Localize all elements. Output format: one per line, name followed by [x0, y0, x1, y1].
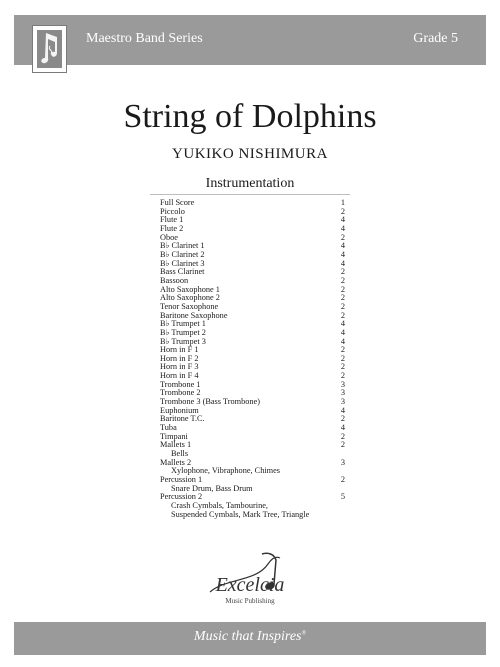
- instrument-quantity: 2: [340, 293, 346, 303]
- instrument-name: Trombone 2: [160, 388, 201, 398]
- instrument-quantity: 2: [340, 310, 346, 320]
- tagline-text: Music that Inspires: [193, 629, 302, 644]
- instrument-name: Mallets 2: [160, 457, 192, 467]
- instrument-name: Alto Saxophone 1: [160, 284, 220, 294]
- instrument-quantity: 2: [340, 275, 346, 285]
- instrument-quantity: 2: [340, 362, 346, 372]
- instrument-quantity: 4: [340, 405, 346, 415]
- instrument-quantity: 3: [340, 379, 346, 389]
- instrument-row: [160, 208, 350, 217]
- instrumentation-heading: Instrumentation: [205, 176, 295, 191]
- instrument-quantity: 2: [340, 431, 346, 441]
- instrument-name: Trombone 3 (Bass Trombone): [160, 397, 260, 407]
- instrument-quantity: 2: [340, 284, 346, 294]
- instrument-quantity: [336, 511, 350, 520]
- piece-title: String of Dolphins: [123, 98, 377, 135]
- tagline: [0, 629, 500, 645]
- instrument-name: Flute 2: [160, 223, 184, 233]
- instrument-quantity: 4: [340, 249, 346, 259]
- instrument-name: Full Score: [160, 198, 195, 207]
- series-logo: [32, 25, 67, 73]
- instrument-name: B♭ Clarinet 3: [160, 258, 205, 268]
- instrument-quantity: 4: [340, 215, 346, 225]
- instrument-quantity: 2: [340, 345, 346, 355]
- instrument-name: Horn in F 2: [160, 353, 199, 363]
- instrument-quantity: 4: [340, 336, 346, 346]
- instrument-quantity: 4: [340, 223, 346, 233]
- instrument-name: Timpani: [160, 431, 188, 441]
- instrument-row: [160, 268, 350, 277]
- instrument-quantity: [336, 502, 350, 511]
- instrument-quantity: 1: [340, 198, 346, 207]
- instrument-name: B♭ Clarinet 2: [160, 249, 205, 259]
- publisher-subtitle: Music Publishing: [225, 597, 275, 605]
- trademark-symbol: ®: [301, 630, 307, 637]
- instrument-name: Xylophone, Vibraphone, Chimes: [171, 466, 281, 476]
- instrument-detail-row: [160, 511, 350, 520]
- instrument-name: B♭ Clarinet 1: [160, 241, 205, 251]
- instrument-row: [160, 216, 350, 225]
- instrument-row: [160, 441, 350, 450]
- publisher-name: Excelcia: [215, 574, 285, 596]
- instrument-name: Horn in F 3: [160, 362, 199, 372]
- instrument-row: [160, 424, 350, 433]
- instrument-name: B♭ Trumpet 2: [160, 327, 206, 337]
- instrument-name: Suspended Cymbals, Mark Tree, Triangle: [171, 509, 310, 519]
- instrument-name: Trombone 1: [160, 379, 201, 389]
- instrument-name: Crash Cymbals, Tambourine,: [171, 500, 268, 510]
- instrument-quantity: 2: [340, 353, 346, 363]
- instrument-name: Piccolo: [160, 206, 185, 216]
- instrument-quantity: 4: [340, 319, 346, 329]
- instrument-name: Percussion 2: [160, 492, 203, 502]
- instrument-quantity: 2: [340, 206, 346, 216]
- instrument-quantity: 2: [340, 475, 346, 484]
- instrument-name: Baritone Saxophone: [160, 310, 228, 320]
- instrument-name: Euphonium: [160, 405, 199, 415]
- instrument-name: Bassoon: [160, 275, 189, 285]
- music-note-icon: [37, 30, 62, 68]
- instrument-quantity: 5: [340, 492, 346, 502]
- instrument-name: Tuba: [160, 423, 177, 433]
- instrument-name: Flute 1: [160, 215, 184, 225]
- instrument-quantity: 2: [340, 301, 346, 311]
- instrument-name: Horn in F 1: [160, 345, 199, 355]
- instrument-quantity: 4: [340, 423, 346, 433]
- series-title: Maestro Band Series: [86, 31, 203, 46]
- grade-label: Grade 5: [413, 31, 458, 46]
- instrument-name: Baritone T.C.: [160, 414, 205, 424]
- instrument-name: Bass Clarinet: [160, 267, 205, 277]
- instrument-quantity: 3: [340, 397, 346, 407]
- instrument-name: Percussion 1: [160, 475, 203, 484]
- instrument-quantity: 2: [340, 414, 346, 424]
- instrumentation-list: [160, 199, 350, 519]
- instrument-quantity: 4: [340, 258, 346, 268]
- instrument-row: [160, 415, 350, 424]
- instrument-name: Snare Drum, Bass Drum: [171, 483, 253, 493]
- instrument-name: Tenor Saxophone: [160, 301, 219, 311]
- instrument-quantity: 3: [340, 388, 346, 398]
- instrument-name: Alto Saxophone 2: [160, 293, 220, 303]
- instrument-quantity: 4: [340, 241, 346, 251]
- instrument-name: Oboe: [160, 232, 178, 242]
- instrument-name: Horn in F 4: [160, 371, 199, 381]
- instrument-name: Bells: [171, 449, 189, 459]
- instrument-name: B♭ Trumpet 1: [160, 319, 206, 329]
- divider: [150, 194, 350, 195]
- instrument-name: B♭ Trumpet 3: [160, 336, 206, 346]
- instrument-quantity: 4: [340, 327, 346, 337]
- instrument-quantity: 2: [340, 440, 346, 450]
- instrument-quantity: 3: [340, 457, 346, 467]
- instrument-quantity: 2: [340, 267, 346, 277]
- instrument-row: [160, 199, 350, 208]
- instrument-name: Mallets 1: [160, 440, 192, 450]
- instrument-quantity: 2: [340, 232, 346, 242]
- composer-name: YUKIKO NISHIMURA: [172, 146, 328, 162]
- instrument-row: [160, 225, 350, 234]
- instrument-quantity: 2: [340, 371, 346, 381]
